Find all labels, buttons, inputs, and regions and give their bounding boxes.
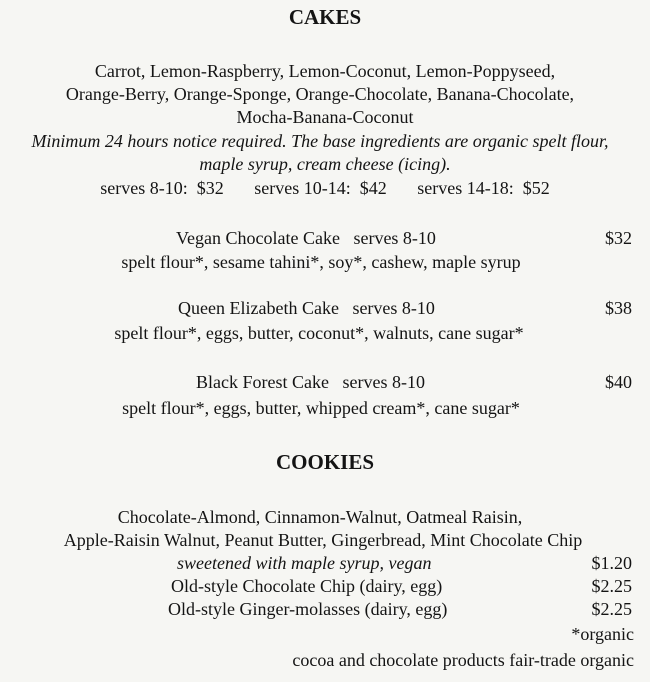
cake-note-line: maple syrup, cream cheese (icing).: [199, 154, 451, 174]
size-serves: serves 14-18:: [417, 178, 514, 198]
fair-trade-footnote: cocoa and chocolate products fair-trade organic: [292, 650, 634, 670]
cake-name-line: [176, 227, 436, 249]
cookie-item-price: $2.25: [591, 576, 632, 596]
cake-ingredients: spelt flour*, sesame tahini*, soy*, cashew, maple syrup: [121, 252, 521, 272]
cakes-heading: CAKES: [288, 5, 362, 29]
size-price: $32: [196, 178, 224, 198]
cake-flavors-line: Orange-Berry, Orange-Sponge, Orange-Chocolate, Banana-Chocolate,: [65, 84, 575, 104]
cake-sizes: [0, 177, 650, 199]
cookies-heading: COOKIES: [275, 450, 375, 474]
cookie-item-name: sweetened with maple syrup, vegan: [177, 553, 432, 573]
cookie-flavors-line: Chocolate-Almond, Cinnamon-Walnut, Oatmeal Raisin,: [117, 507, 523, 527]
cake-ingredients: spelt flour*, eggs, butter, whipped cream*, cane sugar*: [122, 398, 520, 418]
cookie-item-name: Old-style Chocolate Chip (dairy, egg): [171, 576, 443, 596]
cake-serves: serves 8-10: [352, 298, 435, 318]
cake-flavors-line: Mocha-Banana-Coconut: [236, 107, 414, 127]
cake-price: $40: [605, 372, 632, 392]
cake-name-line: [178, 297, 435, 319]
cake-note-line: Minimum 24 hours notice required. The base ingredients are organic spelt flour,: [31, 131, 609, 151]
cake-price: $38: [605, 298, 632, 318]
cake-name-line: [196, 371, 425, 393]
cookie-item-price: $1.20: [591, 553, 632, 573]
size-price: $42: [359, 178, 387, 198]
cake-serves: serves 8-10: [353, 228, 436, 248]
cookie-flavors-line: Apple-Raisin Walnut, Peanut Butter, Gingerbread, Mint Chocolate Chip: [63, 530, 583, 550]
cookie-item-name: Old-style Ginger-molasses (dairy, egg): [168, 599, 448, 619]
size-price: $52: [522, 178, 550, 198]
cake-flavors-line: Carrot, Lemon-Raspberry, Lemon-Coconut, Lemon-Poppyseed,: [94, 61, 556, 81]
cake-ingredients: spelt flour*, eggs, butter, coconut*, walnuts, cane sugar*: [114, 323, 524, 343]
cake-name: Vegan Chocolate Cake: [176, 228, 340, 248]
cake-price: $32: [605, 228, 632, 248]
cake-name: Queen Elizabeth Cake: [178, 298, 339, 318]
organic-footnote: *organic: [571, 624, 634, 644]
size-serves: serves 8-10:: [100, 178, 188, 198]
cookie-item-price: $2.25: [591, 599, 632, 619]
cake-serves: serves 8-10: [342, 372, 425, 392]
size-serves: serves 10-14:: [254, 178, 351, 198]
cake-name: Black Forest Cake: [196, 372, 329, 392]
